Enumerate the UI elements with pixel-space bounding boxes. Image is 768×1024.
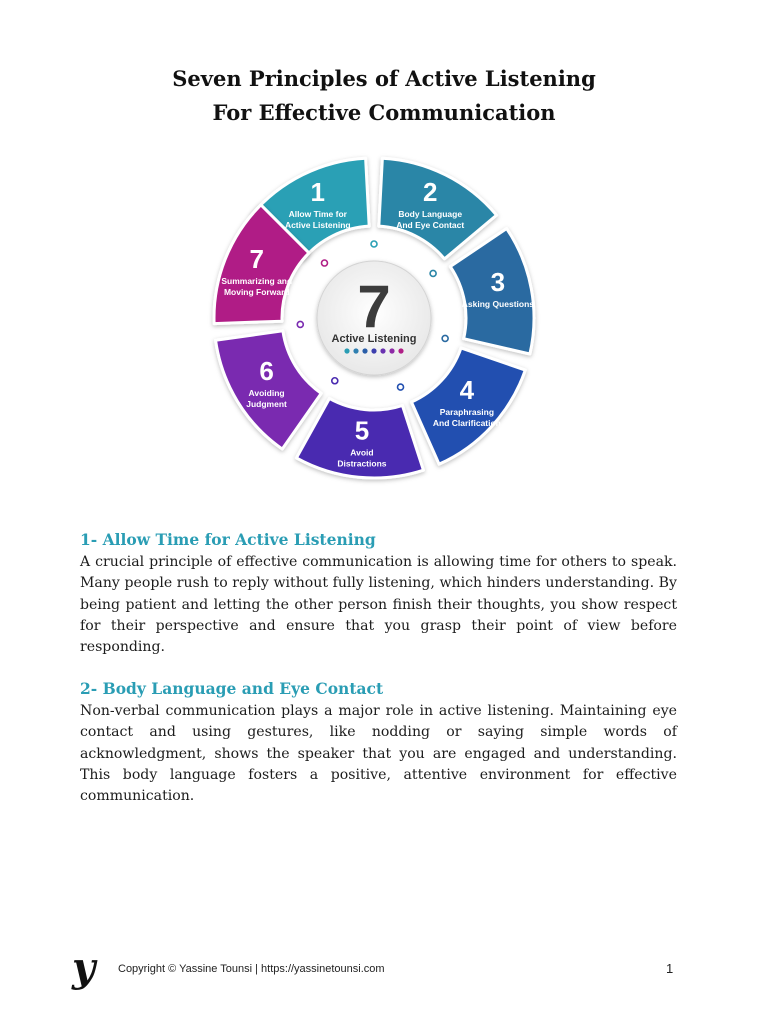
paragraph-line: understanding. By being patient and letting the other person finish their (80, 575, 677, 613)
section-2-heading: 2- Body Language and Eye Contact (80, 679, 384, 698)
segment-label-line-1: Allow Time for (288, 209, 347, 220)
segment-label-line-1: Asking Questions (461, 299, 535, 310)
center-number: 7 (357, 273, 391, 340)
segment-6 (216, 331, 322, 449)
paragraph-line: A crucial principle of effective communication is allowing time for others to (80, 554, 627, 570)
paragraph-line: This body language fosters a positive, attentive environment for effective (80, 766, 677, 783)
segment-label-line-2: Distractions (337, 458, 387, 469)
segment-number: 3 (490, 267, 506, 298)
paragraph-line: speak. Many people rush to reply without fully listening, which hinders (80, 554, 678, 592)
center-dot (362, 348, 367, 353)
segment-number: 7 (249, 243, 265, 274)
center-label: Active Listening (331, 333, 417, 345)
center-dot (389, 348, 394, 353)
paragraph-line: communication. (80, 788, 195, 805)
ring-dot (398, 384, 404, 390)
section-2-paragraph (80, 701, 677, 807)
segment-label-line-2: Judgment (246, 398, 287, 409)
paragraph-line: Non-verbal communication plays a major role in active listening. Maintaining eye (80, 703, 677, 719)
ring-dot (321, 260, 327, 266)
page-number: 1 (666, 961, 674, 976)
segment-label-line-1: Avoid (350, 447, 374, 458)
center-dot (344, 348, 349, 353)
center-hub (317, 261, 431, 375)
ring-dot (371, 241, 377, 247)
paragraph-line: contact and using gestures, like nodding or saying simple words of (80, 724, 677, 741)
segment-5 (296, 398, 423, 478)
center-dot (371, 348, 376, 353)
segment-label-line-1: Body Language (398, 209, 463, 220)
segment-label-line-2: And Eye Contact (396, 220, 465, 231)
brand-logo: y (72, 944, 96, 991)
title-line-1: Seven Principles of Active Listening (172, 66, 596, 91)
segment-label-line-1: Summarizing and (221, 275, 293, 286)
segment-2 (379, 158, 497, 259)
segment-label-line-1: Paraphrasing (439, 407, 495, 418)
paragraph-line: thoughts, you show respect for their perspective and ensure that you grasp their (80, 596, 677, 634)
segment-number: 6 (259, 355, 274, 386)
segment-3 (450, 229, 534, 354)
ring-dot (297, 321, 303, 327)
segment-label-line-2: Active Listening (284, 220, 351, 231)
ring-dot (430, 270, 436, 276)
copyright-text: Copyright © Yassine Tounsi | https://yassinetounsi.com (118, 963, 385, 975)
segment-number: 2 (422, 177, 438, 208)
segment-label-line-2: And Clarification (432, 418, 501, 429)
paragraph-line: point of view before responding. (80, 617, 677, 656)
segment-4 (411, 348, 525, 464)
segment-number: 5 (354, 415, 370, 446)
center-dot (353, 348, 358, 353)
segment-number: 4 (459, 375, 475, 406)
ring-dot (442, 335, 448, 341)
segment-label-line-2: Moving Forward (223, 286, 290, 297)
section-1-heading: 1- Allow Time for Active Listening (80, 530, 376, 549)
ring-dot (332, 378, 338, 384)
segment-number: 1 (310, 177, 326, 208)
center-dot (380, 348, 385, 353)
segment-shape (411, 348, 525, 464)
title-line-2: For Effective Communication (212, 100, 556, 125)
segment-label-line-1: Avoiding (248, 387, 285, 398)
center-dot (398, 348, 403, 353)
section-1-paragraph (80, 552, 677, 658)
paragraph-line: acknowledgment, shows the speaker that you are engaged and understanding. (80, 745, 677, 762)
